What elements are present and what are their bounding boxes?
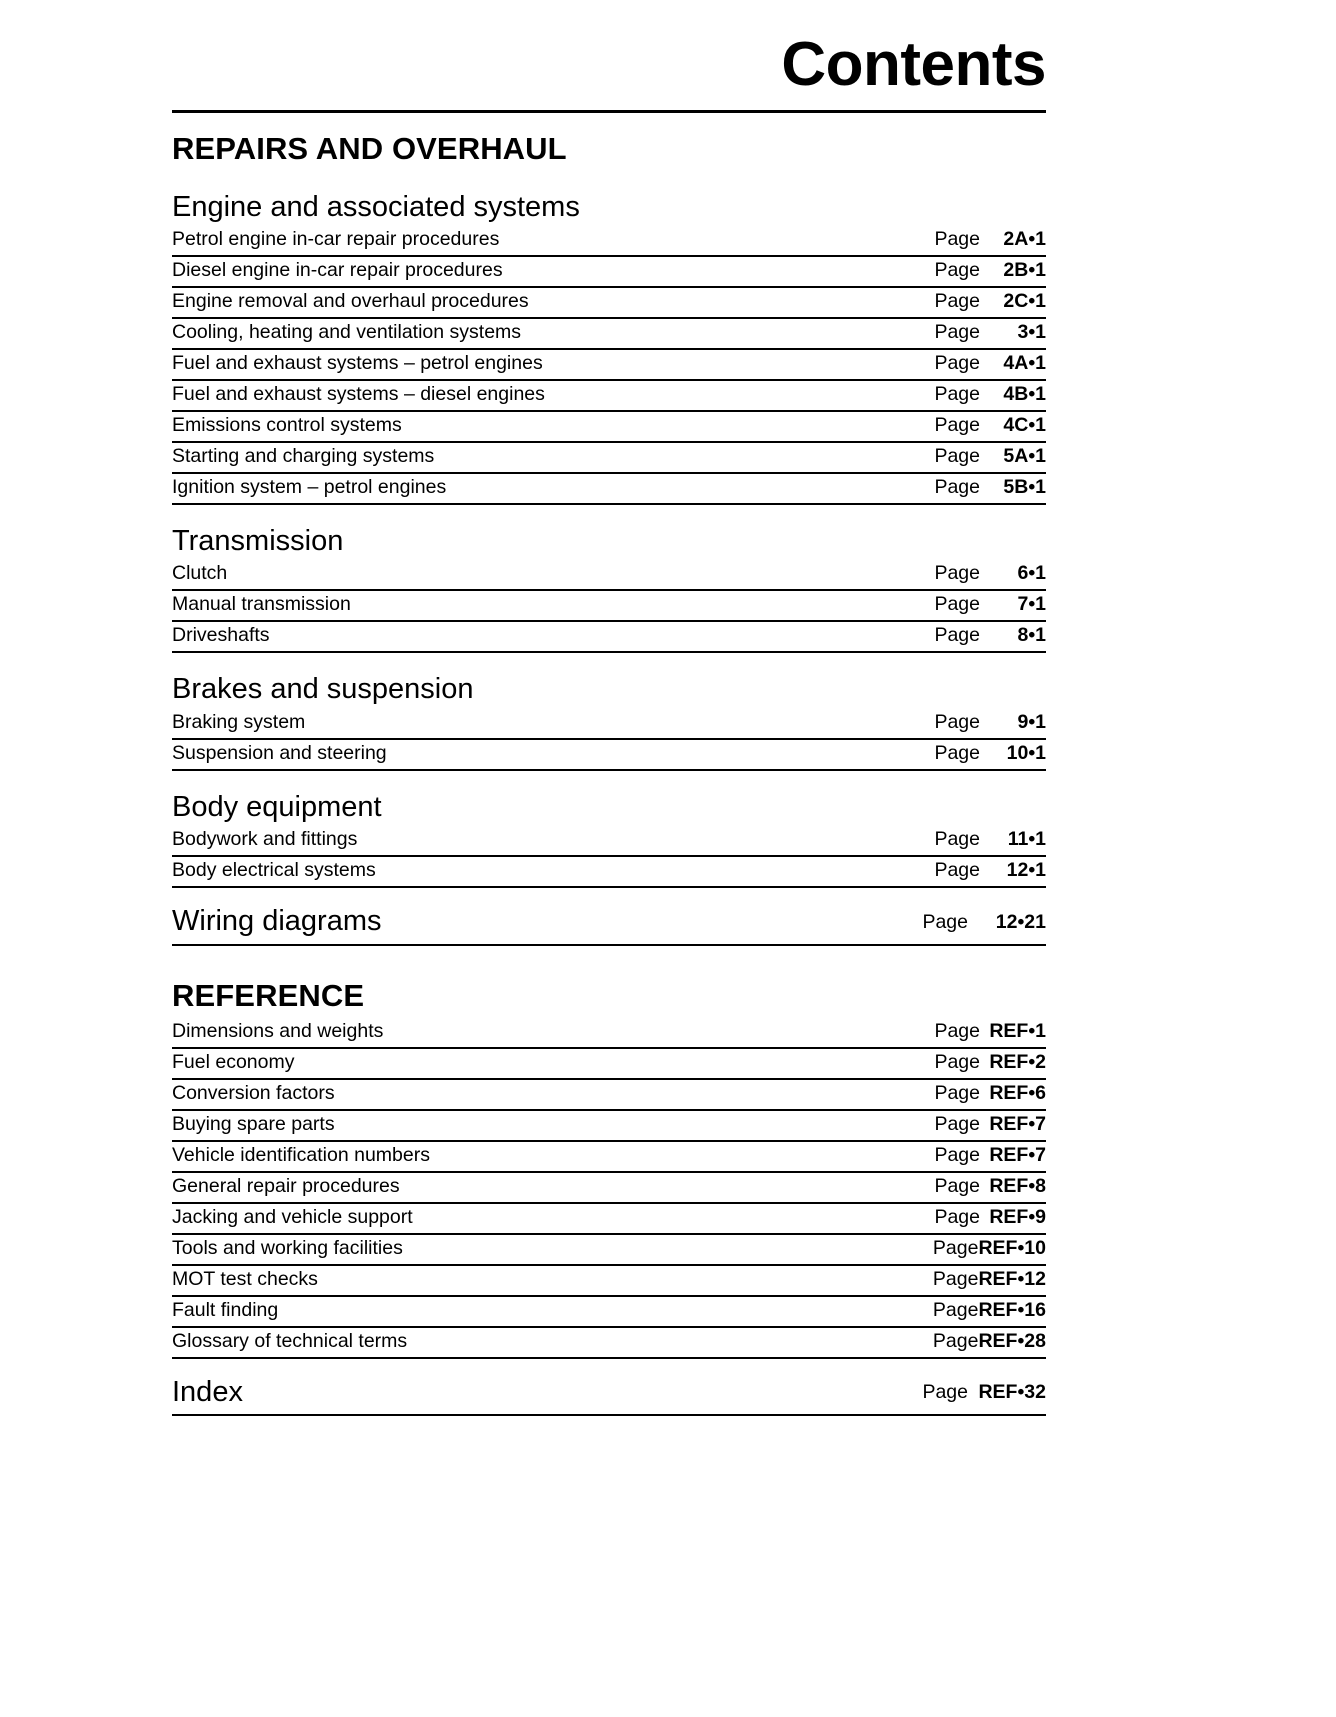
toc-row[interactable] [172,1018,1046,1049]
toc-row[interactable] [172,1173,1046,1204]
toc-entry-label: Fuel and exhaust systems – petrol engines [172,351,543,374]
toc-entry-pageref [933,1330,1046,1353]
page-word: Page [934,1081,980,1104]
toc-row[interactable] [172,226,1046,257]
toc-entry-label: Ignition system – petrol engines [172,475,447,498]
toc-entry-label: Diesel engine in-car repair procedures [172,258,503,281]
page-word: Page [934,475,980,498]
page-number: 2B•1 [1003,258,1046,281]
page-number: 4A•1 [1003,351,1046,374]
toc-entry-label: Bodywork and fittings [172,828,358,851]
page-title: Contents [781,30,1046,99]
toc-entry-pageref [934,859,1046,882]
page-number: 12•1 [1006,859,1046,882]
toc-entry-label: Index [172,1375,243,1408]
toc-list-transmission [172,560,1046,653]
page-word: Page [934,593,980,616]
group-body-equipment [172,771,1046,888]
page-word: Page [934,710,980,733]
page-number: REF•28 [978,1329,1046,1352]
page-number: REF•7 [989,1112,1046,1135]
toc-entry-pageref [933,1299,1046,1322]
toc-entry-pageref [934,711,1046,734]
group-heading-engine-and-associated-systems: Engine and associated systems [172,190,580,223]
toc-row[interactable] [172,319,1046,350]
page-word: Page [934,320,980,343]
page-number: 6•1 [1017,562,1046,585]
toc-entry-pageref [933,1268,1046,1291]
toc-row[interactable] [172,1111,1046,1142]
toc-entry-label: Petrol engine in-car repair procedures [172,227,500,250]
page-number: 12•21 [995,910,1046,933]
toc-row[interactable] [172,1204,1046,1235]
page-number: 2A•1 [1003,227,1046,250]
page-word: Page [934,741,980,764]
page-word: Page [934,1019,980,1042]
toc-entry-label: Conversion factors [172,1081,335,1104]
toc-entry-label: Wiring diagrams [172,905,382,938]
part-heading-reference: REFERENCE [172,977,365,1013]
toc-row[interactable] [172,1080,1046,1111]
page-word: Page [932,1267,979,1290]
toc-row[interactable] [172,381,1046,412]
toc-list-reference [172,1018,1046,1359]
toc-row[interactable] [172,1142,1046,1173]
toc-row[interactable] [172,1297,1046,1328]
page-number: REF•8 [989,1174,1046,1197]
toc-entry-pageref [934,1020,1046,1043]
toc-entry-label: Cooling, heating and ventilation systems [172,320,522,343]
part-heading-repairs-and-overhaul: REPAIRS AND OVERHAUL [172,131,567,166]
page-word: Page [934,1174,980,1197]
toc-entry-pageref [934,828,1046,851]
toc-entry-label: Fuel and exhaust systems – diesel engines [172,382,545,405]
group-heading-body-equipment: Body equipment [172,790,382,823]
page-number: 5B•1 [1003,475,1046,498]
toc-entry-label: Starting and charging systems [172,444,435,467]
toc-entry-pageref [934,593,1046,616]
page-number: 9•1 [1017,710,1046,733]
toc-entry-pageref [934,259,1046,282]
toc-row[interactable] [172,474,1046,505]
toc-entry-pageref [922,911,1046,938]
toc-entry-pageref [934,228,1046,251]
group-heading-transmission: Transmission [172,524,344,557]
page-word: Page [934,1112,980,1135]
toc-entry-label: Dimensions and weights [172,1019,384,1042]
page-number: 10•1 [1006,741,1046,764]
page-number: 3•1 [1017,320,1046,343]
page-number: REF•1 [989,1019,1046,1042]
toc-entry-label: Suspension and steering [172,741,387,764]
page-number: 5A•1 [1003,444,1046,467]
toc-entry-pageref [934,352,1046,375]
toc-row-wiring-diagrams[interactable] [172,888,1046,946]
toc-entry-label: Braking system [172,710,306,733]
toc-row[interactable] [172,622,1046,653]
toc-row[interactable] [172,1049,1046,1080]
page-word: Page [932,1236,979,1259]
toc-entry-label: General repair procedures [172,1174,400,1197]
toc-row[interactable] [172,288,1046,319]
page-word: Page [932,1298,979,1321]
toc-row[interactable] [172,1266,1046,1297]
toc-entry-label: Body electrical systems [172,859,376,882]
contents-body [172,113,1046,1416]
toc-entry-pageref [933,1237,1046,1260]
page-word: Page [934,1205,980,1228]
toc-row[interactable] [172,257,1046,288]
toc-entry-pageref [922,1381,1046,1408]
toc-entry-label: Buying spare parts [172,1112,335,1135]
page-number: REF•2 [989,1050,1046,1073]
toc-entry-pageref [934,1082,1046,1105]
toc-entry-label: Glossary of technical terms [172,1329,408,1352]
toc-entry-pageref [934,290,1046,313]
page-word: Page [922,1381,968,1404]
toc-list-brakes-and-suspension [172,709,1046,771]
page-number: REF•6 [989,1081,1046,1104]
page-number: 4C•1 [1003,413,1046,436]
toc-row-index[interactable] [172,1359,1046,1417]
part-heading-reference-wrap [172,946,1046,1018]
toc-entry-label: Fault finding [172,1298,279,1321]
toc-entry-pageref [934,321,1046,344]
page-word: Page [934,828,980,851]
page-number: 4B•1 [1003,382,1046,405]
toc-entry-pageref [934,1206,1046,1229]
toc-row[interactable] [172,709,1046,740]
toc-row[interactable] [172,740,1046,771]
toc-row[interactable] [172,857,1046,888]
page-number: REF•10 [978,1236,1046,1259]
page-number: REF•16 [978,1298,1046,1321]
group-engine-and-associated-systems [172,171,1046,505]
page-number: 2C•1 [1003,289,1046,312]
page-number: 11•1 [1007,828,1046,851]
page-word: Page [934,227,980,250]
toc-list-body-equipment [172,826,1046,888]
toc-row[interactable] [172,826,1046,857]
page-word: Page [934,1050,980,1073]
toc-entry-pageref [934,476,1046,499]
toc-entry-label: Fuel economy [172,1050,295,1073]
page-word: Page [934,258,980,281]
page-number: REF•32 [978,1381,1046,1404]
page-number: REF•12 [978,1267,1046,1290]
toc-entry-pageref [934,1175,1046,1198]
page-number: REF•9 [989,1205,1046,1228]
toc-entry-pageref [934,414,1046,437]
toc-row[interactable] [172,412,1046,443]
toc-entry-label: MOT test checks [172,1267,318,1290]
toc-entry-label: Clutch [172,562,228,585]
toc-entry-label: Engine removal and overhaul procedures [172,289,529,312]
page-word: Page [932,1329,979,1352]
page-word: Page [934,444,980,467]
group-transmission [172,505,1046,653]
toc-entry-label: Manual transmission [172,593,351,616]
toc-entry-pageref [934,383,1046,406]
toc-entry-pageref [934,562,1046,585]
toc-entry-pageref [934,742,1046,765]
toc-entry-label: Driveshafts [172,624,270,647]
page-word: Page [934,351,980,374]
page-word: Page [934,413,980,436]
toc-entry-pageref [934,1113,1046,1136]
toc-entry-label: Tools and working facilities [172,1236,403,1259]
page-word: Page [934,562,980,585]
group-brakes-and-suspension [172,653,1046,770]
toc-entry-label: Jacking and vehicle support [172,1205,413,1228]
page-number: 8•1 [1017,624,1046,647]
page-number: 7•1 [1017,593,1046,616]
page-masthead [0,0,1336,110]
page-word: Page [934,859,980,882]
toc-row[interactable] [172,443,1046,474]
toc-row[interactable] [172,560,1046,591]
page-number: REF•7 [989,1143,1046,1166]
toc-row[interactable] [172,1235,1046,1266]
toc-entry-pageref [934,445,1046,468]
page-word: Page [934,1143,980,1166]
page-word: Page [934,382,980,405]
toc-entry-label: Vehicle identification numbers [172,1143,430,1166]
page-word: Page [922,910,968,933]
toc-entry-label: Emissions control systems [172,413,402,436]
group-heading-brakes-and-suspension: Brakes and suspension [172,673,474,706]
toc-entry-pageref [934,1051,1046,1074]
page-word: Page [934,289,980,312]
toc-entry-pageref [934,1144,1046,1167]
page-word: Page [934,624,980,647]
toc-list-engine-and-associated-systems [172,226,1046,505]
toc-entry-pageref [934,624,1046,647]
toc-row[interactable] [172,591,1046,622]
toc-row[interactable] [172,350,1046,381]
toc-row[interactable] [172,1328,1046,1359]
